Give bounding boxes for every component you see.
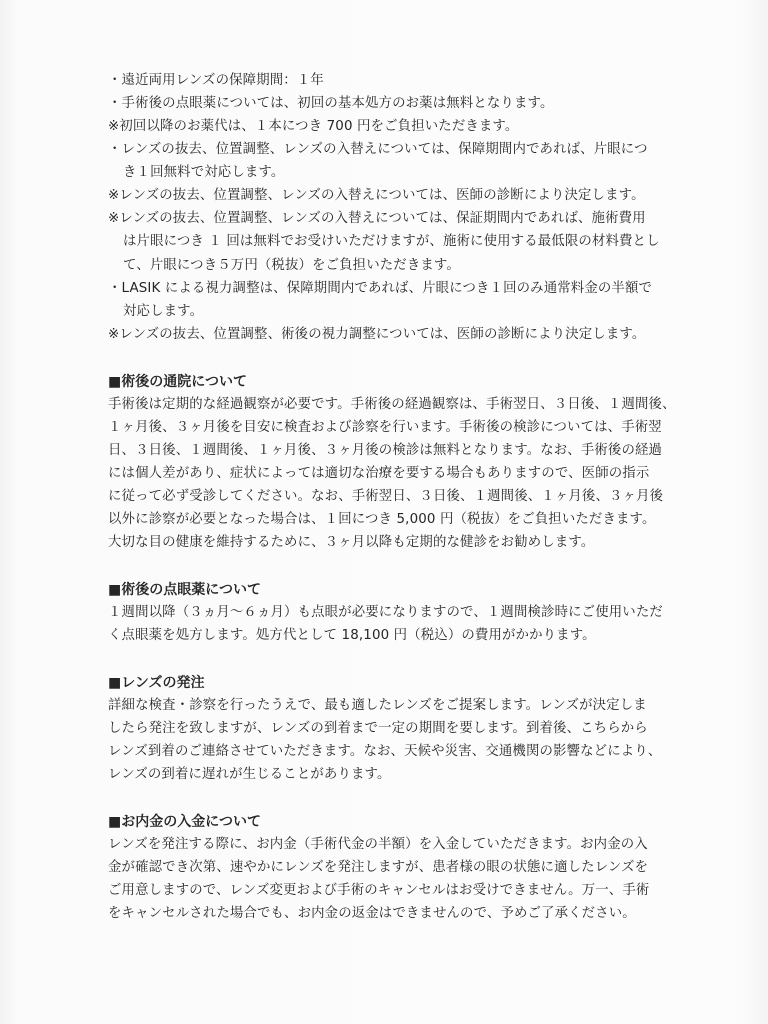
section-heading-followup: ■術後の通院について (108, 374, 247, 390)
warranty-note-material-fee-cont2: て、片眼につき５万円（税抜）をご負担いただきます。 (123, 258, 460, 273)
followup-line-7: 大切な目の健康を維持するために、３ヶ月以降も定期的な健診をお勧めします。 (108, 535, 595, 550)
lens-order-line-4: レンズの到着に遅れが生じることがあります。 (108, 767, 391, 782)
followup-line-6: 以外に診察が必要となった場合は、１回につき 5,000 円（税抜）をご負担いただきます。 (108, 512, 656, 527)
warranty-item-lasik-cont: 対応します。 (123, 304, 204, 319)
lens-order-line-3: レンズ到着のご連絡させていただきます。なお、天候や災害、交通機関の影響などにより、 (108, 744, 662, 759)
followup-line-5: に従って必ず受診してください。なお、手術翌日、３日後、１週間後、１ヶ月後、３ヶ月後 (108, 489, 664, 504)
lens-order-line-2: したら発注を致しますが、レンズの到着まで一定の期間を要します。到着後、こちらから (108, 721, 648, 736)
followup-line-3: 日、３日後、１週間後、１ヶ月後、３ヶ月後の検診は無料となります。なお、手術後の経過 (108, 443, 663, 458)
warranty-item-eyedrops: ・手術後の点眼薬については、初回の基本処方のお薬は無料となります。 (108, 96, 554, 111)
section-heading-deposit: ■お内金の入金について (108, 814, 261, 830)
deposit-line-3: ご用意しますので、レンズ変更および手術のキャンセルはお受けできません。万一、手術 (108, 883, 650, 898)
warranty-note-material-fee: ※レンズの抜去、位置調整、レンズの入替えについては、保証期間内であれば、施術費用 (108, 211, 646, 226)
warranty-item-lasik: ・LASIK による視力調整は、保障期間内であれば、片眼につき１回のみ通常料金の半額で (108, 281, 653, 296)
section-heading-eyedrops: ■術後の点眼薬について (108, 582, 261, 598)
warranty-item-bifocal: ・遠近両用レンズの保障期間：１年 (108, 73, 324, 88)
warranty-note-vision-adjust: ※レンズの抜去、位置調整、術後の視力調整については、医師の診断により決定します。 (108, 327, 646, 342)
lens-order-line-1: 詳細な検査・診察を行ったうえで、最も適したレンズをご提案します。レンズが決定しま (108, 698, 647, 713)
warranty-note-material-fee-cont1: は片眼につき １ 回は無料でお受けいただけますが、施術に使用する最低限の材料費とし (123, 234, 660, 249)
warranty-item-lens-removal-cont: き１回無料で対応します。 (123, 165, 285, 180)
eyedrops-line-1: １週間以降（３ヵ月〜６ヵ月）も点眼が必要になりますので、１週間検診時にご使用いただ (108, 605, 663, 620)
section-heading-lens-order: ■レンズの発注 (108, 675, 205, 691)
deposit-line-1: レンズを発注する際に、お内金（手術代金の半額）を入金していただきます。お内金の入 (108, 837, 648, 852)
deposit-line-2: 金が確認でき次第、速やかにレンズを発注しますが、患者様の眼の状態に適したレンズを (108, 860, 649, 875)
followup-line-4: には個人差があり、症状によっては適切な治療を要する場合もありますので、医師の指示 (108, 466, 650, 481)
followup-line-1: 手術後は定期的な経過観察が必要です。手術後の経過観察は、手術翌日、３日後、１週間後、 (108, 397, 676, 412)
deposit-line-4: をキャンセルされた場合でも、お内金の返金はできませんので、予めご了承ください。 (108, 906, 636, 921)
warranty-note-doctor-decision: ※レンズの抜去、位置調整、レンズの入替えについては、医師の診断により決定します。 (108, 188, 645, 203)
eyedrops-line-2: く点眼薬を処方します。処方代として 18,100 円（税込）の費用がかかります。 (108, 628, 596, 643)
warranty-note-medicine-fee: ※初回以降のお薬代は、１本につき 700 円をご負担いただきます。 (108, 119, 519, 134)
warranty-item-lens-removal: ・レンズの抜去、位置調整、レンズの入替えについては、保障期間内であれば、片眼につ (108, 142, 648, 157)
followup-line-2: １ヶ月後、３ヶ月後を目安に検査および診察を行います。手術後の検診については、手術翌 (108, 420, 662, 435)
